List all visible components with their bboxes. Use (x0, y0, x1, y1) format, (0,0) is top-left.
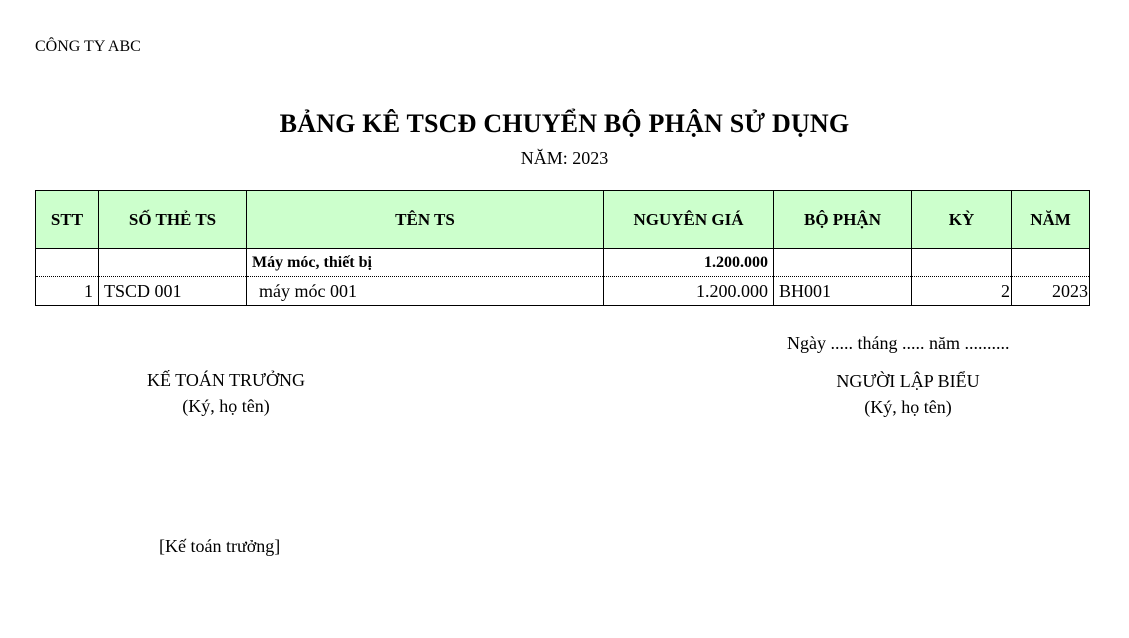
group-year-cell (1012, 249, 1090, 277)
asset-transfer-table (35, 190, 1090, 306)
header-card-no: SỐ THẺ TS (99, 191, 247, 249)
preparer-signature (808, 368, 1008, 420)
company-name: CÔNG TY ABC (35, 38, 141, 55)
table-header-row (36, 191, 1090, 249)
preparer-title: NGƯỜI LẬP BIỂU (836, 371, 980, 391)
header-stt: STT (36, 191, 99, 249)
row-department: BH001 (774, 277, 912, 306)
chief-accountant-signature (126, 367, 326, 419)
row-original-cost: 1.200.000 (604, 277, 774, 306)
preparer-note: (Ký, họ tên) (864, 397, 952, 417)
row-asset-name: máy móc 001 (247, 277, 604, 306)
report-title: BẢNG KÊ TSCĐ CHUYỂN BỘ PHẬN SỬ DỤNG (279, 109, 850, 138)
group-period-cell (912, 249, 1012, 277)
table-row (36, 277, 1090, 306)
row-card-no: TSCD 001 (99, 277, 247, 306)
header-department: BỘ PHẬN (774, 191, 912, 249)
row-year: 2023 (1012, 277, 1090, 306)
chief-accountant-title: KẾ TOÁN TRƯỞNG (147, 370, 305, 390)
group-department-cell (774, 249, 912, 277)
row-period: 2 (912, 277, 1012, 306)
group-name: Máy móc, thiết bị (247, 249, 604, 277)
group-stt-cell (36, 249, 99, 277)
header-period: KỲ (912, 191, 1012, 249)
row-stt: 1 (36, 277, 99, 306)
chief-accountant-note: (Ký, họ tên) (182, 396, 270, 416)
header-year: NĂM (1012, 191, 1090, 249)
report-year: NĂM: 2023 (520, 148, 609, 168)
group-original-cost: 1.200.000 (604, 249, 774, 277)
date-line: Ngày ..... tháng ..... năm .......... (787, 333, 1010, 353)
group-card-cell (99, 249, 247, 277)
chief-accountant-name: [Kế toán trưởng] (159, 536, 281, 556)
header-asset-name: TÊN TS (247, 191, 604, 249)
group-row (36, 249, 1090, 277)
header-original-cost: NGUYÊN GIÁ (604, 191, 774, 249)
